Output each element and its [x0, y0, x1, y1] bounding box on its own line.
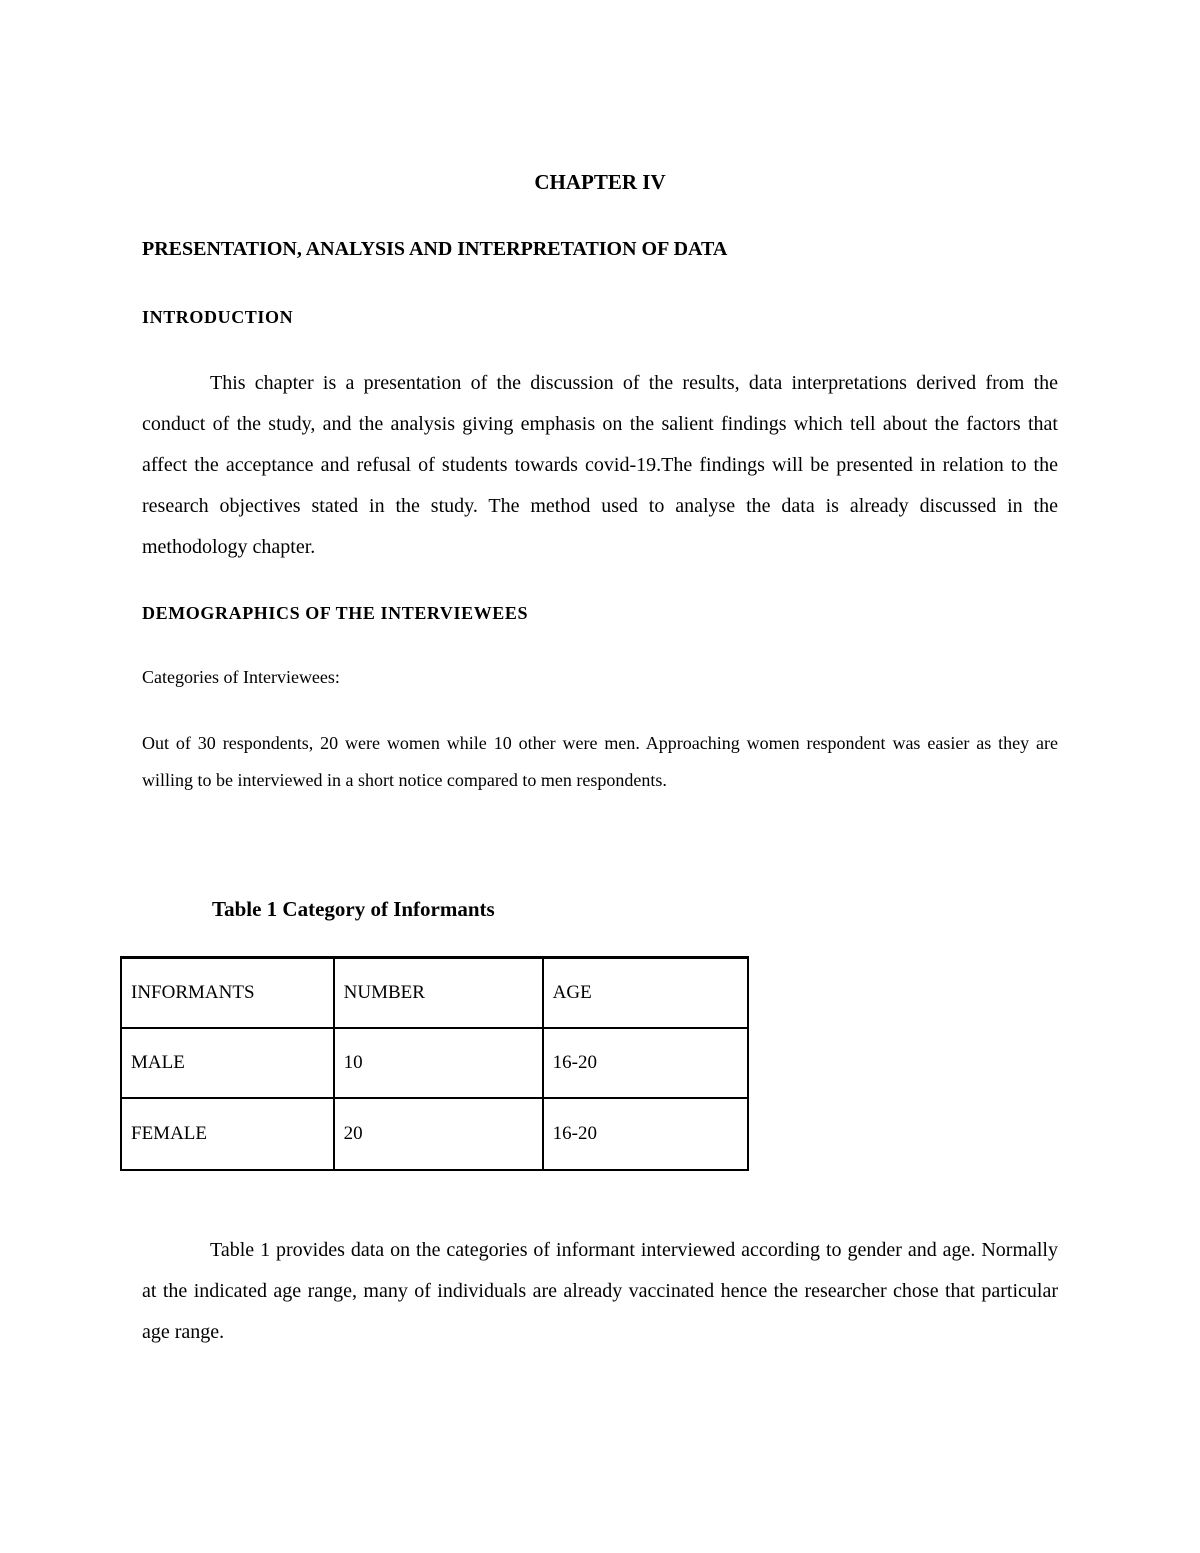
table-row [121, 1028, 748, 1098]
header-informants: INFORMANTS [121, 958, 334, 1029]
table-caption: Table 1 Category of Informants [212, 897, 495, 921]
table-header-row [121, 958, 748, 1029]
table-row [121, 1098, 748, 1170]
cell-number: 20 [334, 1098, 543, 1170]
respondents-paragraph: Out of 30 respondents, 20 were women while 10 other were men. Approaching women respondent was easier as they are willing to be interviewed in a short notice compared to men respondents. [142, 733, 1058, 790]
categories-label: Categories of Interviewees: [142, 667, 340, 687]
table-discussion-paragraph [142, 1230, 1058, 1353]
cell-informant: MALE [121, 1028, 334, 1098]
header-age: AGE [543, 958, 748, 1029]
cell-number: 10 [334, 1028, 543, 1098]
cell-informant: FEMALE [121, 1098, 334, 1170]
informants-table [120, 956, 749, 1171]
main-heading: PRESENTATION, ANALYSIS AND INTERPRETATION OF DATA [142, 238, 728, 260]
introduction-paragraph [142, 363, 1058, 568]
introduction-heading: INTRODUCTION [142, 307, 294, 327]
cell-age: 16-20 [543, 1028, 748, 1098]
chapter-title: CHAPTER IV [534, 170, 666, 194]
introduction-paragraph-text: This chapter is a presentation of the discussion of the results, data interpretations derived from the conduct of the study, and the analysis giving emphasis on the salient findings which tell about the factors that affect the acceptance and refusal of students towards covid-19.The findings will be presented in relation to the research objectives stated in the study. The method used to analyse the data is already discussed in the methodology chapter. [142, 372, 1058, 558]
table-discussion-text: Table 1 provides data on the categories of informant interviewed according to gender and age. Normally at the indicated age range, many of individuals are already vaccinated hence the researcher chose that particular age range. [142, 1239, 1058, 1343]
demographics-heading: DEMOGRAPHICS OF THE INTERVIEWEES [142, 603, 529, 623]
cell-age: 16-20 [543, 1098, 748, 1170]
header-number: NUMBER [334, 958, 543, 1029]
